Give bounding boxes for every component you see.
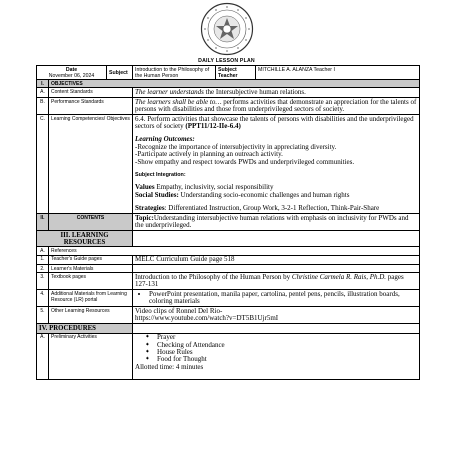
additional-materials-row	[37, 290, 420, 307]
strategies-line	[135, 205, 417, 212]
subject-value: Introduction to the Philosophy of the Human Person	[133, 66, 216, 80]
social-text: Understanding socio-economic challenges and human rights	[178, 190, 350, 199]
procedures-num: IV.	[39, 324, 48, 332]
other-resources-value	[133, 307, 420, 324]
video-link[interactable]: https://www.youtube.com/watch?v=DT5B1Ujr5mI	[135, 314, 279, 323]
references-letter: A.	[37, 247, 49, 255]
teacher-guide-num: 1.	[37, 255, 49, 265]
other-resources-num: 5.	[37, 307, 49, 324]
deped-seal-icon	[200, 2, 254, 56]
activity-item: ➧ House Rules	[145, 347, 193, 356]
other-resources-label: Other Learning Resources	[49, 307, 133, 324]
contents-row	[37, 214, 420, 231]
references-label: References	[49, 247, 420, 255]
resources-section-row	[37, 231, 420, 247]
date-value: November 06, 2024	[48, 72, 95, 79]
video-clips-text: Video clips of Ronnel Del Rio-	[135, 306, 223, 315]
values-text: Empathy, inclusivity, social responsibility	[154, 183, 274, 192]
teacher-value: MITCHILLE A. ALANZA Teacher I	[256, 66, 420, 80]
integration-title: Subject Integration:	[135, 172, 186, 178]
teacher-guide-row	[37, 255, 420, 265]
outcomes-title: Learning Outcomes:	[135, 135, 195, 144]
date-label: Date	[65, 66, 78, 73]
teacher-guide-label: Teacher's Guide pages	[49, 255, 133, 265]
learner-materials-label: Learner's Materials	[49, 265, 133, 273]
learner-materials-value	[133, 265, 420, 273]
procedures-blank	[133, 324, 420, 333]
competencies-label: Learning Competencies/ Objectives	[49, 114, 133, 213]
outcome-item: -Recognize the importance of intersubjectivity in appreciating diversity.	[135, 142, 337, 151]
additional-materials-bullet: • PowerPoint presentation, manila paper, cartolina, pentel pens, pencils, illustration boards, coloring materials	[149, 291, 417, 306]
competencies-row	[37, 114, 420, 213]
allotted-time: Allotted time: 4 minutes	[135, 362, 204, 371]
activity-item: ➧ Prayer	[145, 333, 176, 342]
additional-materials-num: 4.	[37, 290, 49, 307]
date-cell	[37, 66, 107, 80]
page-title: DAILY LESSON PLAN	[198, 58, 255, 64]
objectives-heading: OBJECTIVES	[49, 80, 420, 88]
activity-item: ➧ Checking of Attendance	[145, 340, 225, 349]
performance-standards-row	[37, 97, 420, 114]
additional-materials-value	[133, 290, 420, 307]
other-resources-row	[37, 307, 420, 324]
resources-num: III.	[60, 231, 71, 239]
social-label: Social Studies:	[135, 190, 179, 199]
textbook-author: Christine Carmela R. Rais, Ph.D.	[291, 272, 387, 281]
competencies-text	[133, 114, 420, 213]
preliminary-activities	[133, 333, 420, 379]
procedures-heading: PROCEDURES	[49, 324, 96, 332]
textbook-pre: Introduction to the Philosophy of the Human Person by	[135, 272, 292, 281]
strategies-label: Strategies	[135, 204, 165, 213]
subject-label: Subject	[107, 66, 133, 80]
additional-materials-label: Additional Materials from Learning Resource (LR) portal	[49, 290, 133, 307]
procedures-heading-cell	[37, 324, 133, 333]
arrow-bullet-icon: ➧	[145, 334, 151, 341]
competencies-letter: C.	[37, 114, 49, 213]
outcome-item: -Participate actively in planning an outreach activity.	[135, 150, 283, 159]
contents-num: II.	[37, 214, 49, 231]
textbook-value	[133, 273, 420, 290]
teacher-guide-value: MELC Curriculum Guide page 518	[133, 255, 420, 265]
textbook-label: Textbook pages	[49, 273, 133, 290]
learner-materials-num: 2.	[37, 265, 49, 273]
social-line	[135, 192, 417, 199]
objectives-section-row	[37, 80, 420, 88]
lesson-plan-table	[36, 65, 420, 380]
content-standards-row	[37, 88, 420, 98]
performance-standards-rest: performs activities that demonstrate an appreciation for the talents of persons with disabilities and those from underprivileged sectors of society.	[135, 97, 417, 113]
topic-label: Topic:	[135, 213, 154, 222]
learner-materials-row	[37, 265, 420, 273]
contents-heading: CONTENTS	[49, 214, 133, 231]
textbook-row	[37, 273, 420, 290]
outcome-item: -Show empathy and respect towards PWDs and underprivileged communities.	[135, 157, 355, 166]
teacher-label: Subject Teacher	[216, 66, 256, 80]
content-standards-text	[133, 88, 420, 98]
references-row	[37, 247, 420, 255]
objectives-num: I.	[37, 80, 49, 88]
performance-standards-text	[133, 97, 420, 114]
procedures-section-row	[37, 324, 420, 333]
arrow-bullet-icon: ➧	[145, 341, 151, 348]
preliminary-label: Preliminary Activities	[49, 333, 133, 379]
topic-text: Understanding intersubjective human relations with emphasis on inclusivity for PWDs and the underprivileged.	[135, 213, 409, 230]
performance-standards-label: Performance Standards	[49, 97, 133, 114]
values-label: Values	[135, 183, 155, 192]
competency-code: (PPT11/12-IIe-6.4)	[185, 121, 241, 130]
preliminary-letter: A.	[37, 333, 49, 379]
strategies-text: : Differentiated Instruction, Group Work, 3-2-1 Reflection, Think-Pair-Share	[164, 204, 380, 213]
performance-standards-italic: The learners shall be able to…	[135, 97, 222, 106]
arrow-bullet-icon: ➧	[145, 356, 151, 363]
resources-heading: LEARNING RESOURCES	[63, 231, 109, 246]
competency-statement	[135, 116, 417, 131]
header-row	[37, 66, 420, 80]
textbook-num: 3.	[37, 273, 49, 290]
content-standards-letter: A.	[37, 88, 49, 98]
contents-topic	[133, 214, 420, 231]
textbook-pages: pages 127-131	[135, 272, 404, 289]
resources-blank	[133, 231, 420, 247]
resources-heading-cell	[37, 231, 133, 247]
content-standards-label: Content Standards	[49, 88, 133, 98]
performance-standards-letter: B.	[37, 97, 49, 114]
activity-item: ➧ Food for Thought	[145, 355, 207, 364]
content-standards-italic: The learner understands	[135, 87, 204, 96]
content-standards-rest: the Intersubjective human relations.	[203, 87, 306, 96]
preliminary-row	[37, 333, 420, 379]
arrow-bullet-icon: ➧	[145, 348, 151, 355]
competency-text: 6.4. Perform activities that showcase the talents of persons with disabilities and the underprivileged sectors of society	[135, 114, 414, 130]
